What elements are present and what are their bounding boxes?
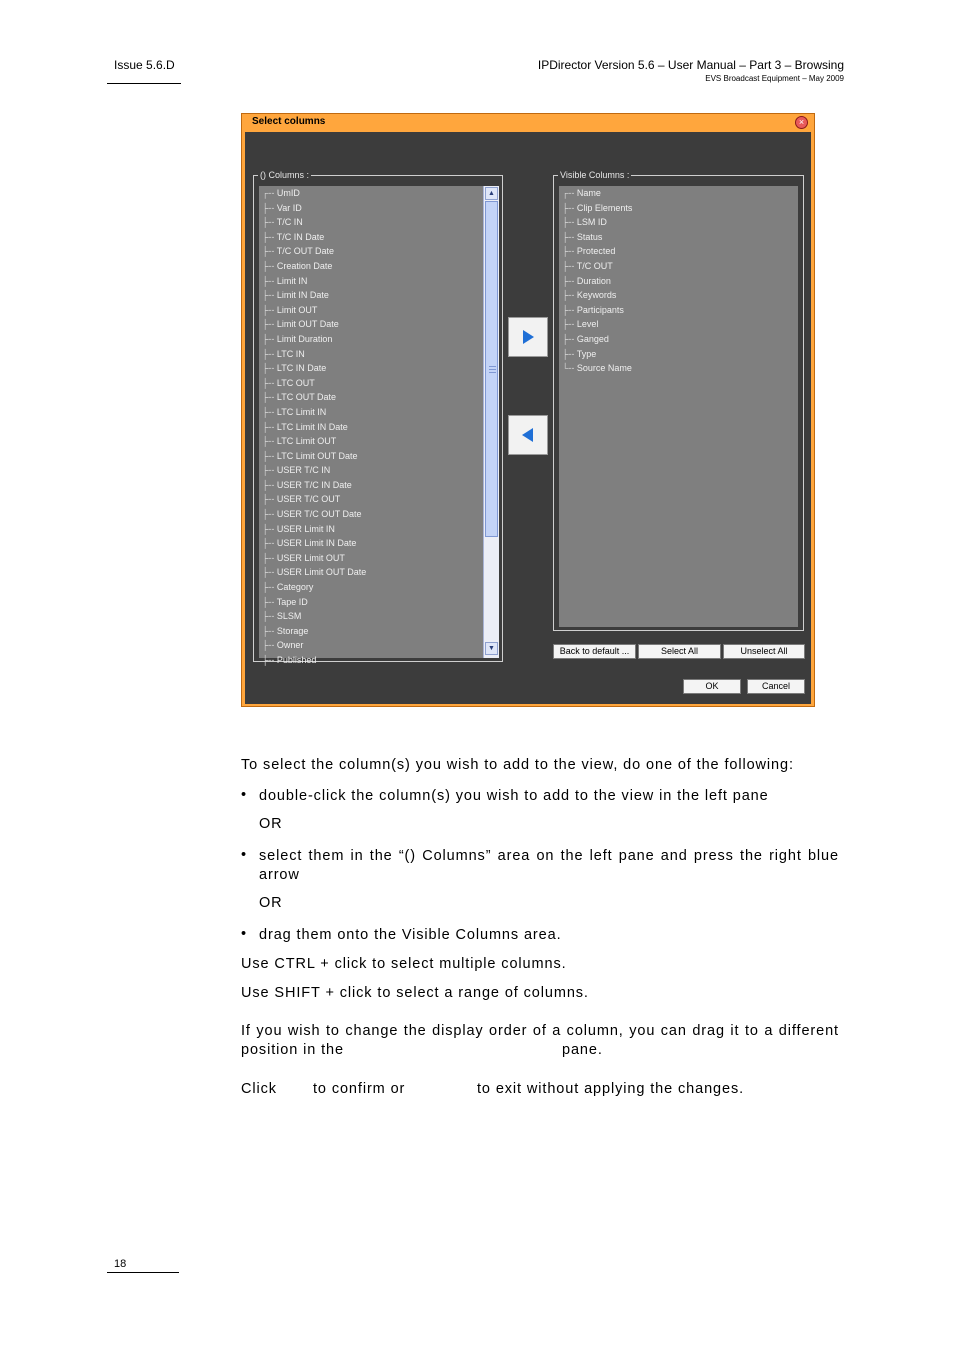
back-to-default-button[interactable]: Back to default ...	[553, 644, 636, 659]
list-item[interactable]	[559, 259, 798, 274]
tree-connector: ├--	[262, 567, 277, 578]
list-item[interactable]	[259, 624, 483, 639]
column-label: Limit OUT	[276, 304, 318, 315]
dialog-title: Select columns	[252, 116, 326, 127]
tree-connector: ├--	[262, 538, 277, 549]
tree-connector: ├--	[562, 202, 577, 213]
list-item[interactable]	[259, 565, 483, 580]
arrow-right-icon	[521, 330, 535, 344]
column-label: Limit OUT Date	[276, 319, 339, 330]
column-label: Keywords	[576, 290, 617, 301]
tree-connector: ├--	[262, 596, 277, 607]
list-item[interactable]	[559, 186, 798, 201]
column-label: USER T/C IN	[276, 465, 331, 476]
list-item[interactable]	[559, 303, 798, 318]
tree-connector: ├--	[262, 494, 277, 505]
select-all-button[interactable]: Select All	[638, 644, 721, 659]
tree-connector: ├--	[562, 319, 577, 330]
column-label: USER T/C OUT Date	[276, 509, 362, 520]
bullet-drag: drag them onto the Visible Columns area.	[259, 927, 562, 943]
or-separator: OR	[259, 816, 283, 832]
column-label: LTC Limit OUT	[276, 436, 337, 447]
tree-connector: ├--	[562, 260, 577, 271]
intro-paragraph: To select the column(s) you wish to add to the view, do one of the following:	[241, 757, 794, 773]
list-item[interactable]	[259, 536, 483, 551]
available-columns-scrollbar[interactable]	[483, 186, 499, 658]
tree-connector: ├--	[562, 217, 577, 228]
tree-connector: ├--	[262, 450, 277, 461]
column-label: Duration	[576, 275, 611, 286]
manual-subtitle: EVS Broadcast Equipment – May 2009	[705, 74, 844, 83]
list-item[interactable]	[559, 347, 798, 362]
dialog-body	[245, 132, 811, 704]
list-item[interactable]	[259, 317, 483, 332]
column-label: USER Limit OUT Date	[276, 567, 367, 578]
tree-connector: ├--	[262, 377, 277, 388]
scroll-down-icon[interactable]: ▼	[485, 642, 498, 655]
list-item[interactable]	[259, 595, 483, 610]
list-item[interactable]	[559, 244, 798, 259]
list-item[interactable]	[259, 244, 483, 259]
column-label: Source Name	[576, 363, 632, 374]
tree-connector: ├--	[262, 363, 277, 374]
tree-connector: ├--	[262, 582, 277, 593]
bullet-marker: •	[241, 847, 247, 863]
list-item[interactable]	[259, 638, 483, 653]
list-item[interactable]	[559, 215, 798, 230]
list-item[interactable]	[559, 201, 798, 216]
tree-connector: ├--	[262, 436, 277, 447]
select-columns-dialog	[241, 113, 815, 707]
column-label: T/C OUT	[576, 260, 613, 271]
column-label: LSM ID	[576, 217, 607, 228]
tree-connector: ├--	[262, 333, 277, 344]
list-item[interactable]	[559, 332, 798, 347]
list-item[interactable]	[259, 332, 483, 347]
list-item[interactable]	[559, 317, 798, 332]
column-label: USER T/C OUT	[276, 494, 341, 505]
column-label: LTC IN Date	[276, 363, 327, 374]
column-label: Owner	[276, 640, 304, 651]
list-item[interactable]	[259, 274, 483, 289]
tree-connector: ├--	[562, 275, 577, 286]
tree-connector: ├--	[562, 290, 577, 301]
tree-connector: ├--	[262, 523, 277, 534]
column-label: LTC Limit IN Date	[276, 421, 348, 432]
list-item[interactable]	[559, 288, 798, 303]
tree-connector: ├--	[262, 421, 277, 432]
column-label: USER Limit IN Date	[276, 538, 357, 549]
list-item[interactable]	[259, 609, 483, 624]
list-item[interactable]	[259, 463, 483, 478]
tree-connector: ├--	[262, 217, 277, 228]
list-item[interactable]	[259, 347, 483, 362]
tree-connector: ├--	[262, 655, 277, 665]
column-label: Level	[576, 319, 599, 330]
column-label: Published	[276, 655, 317, 665]
column-label: LTC OUT	[276, 377, 315, 388]
column-label: USER Limit IN	[276, 523, 335, 534]
or-separator: OR	[259, 895, 283, 911]
add-column-button[interactable]	[508, 317, 548, 357]
page-number: 18	[114, 1258, 127, 1270]
list-item[interactable]	[559, 230, 798, 245]
unselect-all-button[interactable]: Unselect All	[723, 644, 805, 659]
column-label: Limit Duration	[276, 333, 333, 344]
list-item[interactable]	[259, 303, 483, 318]
bullet-select-arrow: select them in the “() Columns” area on the left pane and press the right blue arrow	[259, 848, 839, 883]
list-item[interactable]	[259, 507, 483, 522]
column-label: Protected	[576, 246, 616, 257]
list-item[interactable]	[259, 390, 483, 405]
scroll-up-icon[interactable]: ▲	[485, 187, 498, 200]
column-label: Creation Date	[276, 260, 333, 271]
column-label: Name	[576, 188, 601, 198]
column-label: LTC IN	[276, 348, 305, 359]
list-item[interactable]	[259, 259, 483, 274]
list-item[interactable]	[259, 230, 483, 245]
tree-connector: ├--	[262, 611, 277, 622]
order-paragraph-end: pane.	[562, 1042, 603, 1058]
list-item[interactable]	[259, 201, 483, 216]
list-item[interactable]	[259, 186, 483, 201]
tree-connector: ├--	[262, 246, 277, 257]
arrow-left-icon	[521, 428, 535, 442]
available-columns-label: () Columns :	[260, 170, 310, 180]
running-header	[538, 58, 844, 83]
visible-columns-label: Visible Columns :	[560, 170, 630, 180]
column-label: T/C OUT Date	[276, 246, 335, 257]
tree-connector: ├--	[262, 304, 277, 315]
list-item[interactable]	[259, 551, 483, 566]
tree-connector: ┌--	[262, 188, 277, 198]
column-label: UmID	[276, 188, 300, 198]
list-item[interactable]	[259, 288, 483, 303]
column-label: Type	[576, 348, 597, 359]
bullet-double-click: double-click the column(s) you wish to add to the view in the left pane	[259, 788, 769, 804]
tree-connector: ├--	[562, 304, 577, 315]
tree-connector: ├--	[262, 509, 277, 520]
tree-connector: ├--	[262, 479, 277, 490]
remove-column-button[interactable]	[508, 415, 548, 455]
issue-label: Issue 5.6.D	[114, 58, 175, 72]
tree-connector: ├--	[262, 275, 277, 286]
column-label: Ganged	[576, 333, 609, 344]
list-item[interactable]	[259, 405, 483, 420]
tree-connector: ┌--	[562, 188, 577, 198]
tree-connector: └--	[562, 363, 577, 374]
list-item[interactable]	[259, 434, 483, 449]
column-label: Category	[276, 582, 314, 593]
visible-columns-group	[553, 170, 804, 631]
tree-connector: ├--	[262, 290, 277, 301]
close-icon[interactable]: ×	[795, 116, 808, 129]
column-label: USER T/C IN Date	[276, 479, 352, 490]
column-label: Limit IN Date	[276, 290, 329, 301]
column-label: LTC OUT Date	[276, 392, 337, 403]
click-paragraph-middle: to confirm or	[313, 1081, 406, 1097]
tree-connector: ├--	[262, 552, 277, 563]
column-label: T/C IN Date	[276, 231, 325, 242]
available-columns-list[interactable]	[259, 186, 483, 665]
tree-connector: ├--	[262, 348, 277, 359]
column-label: SLSM	[276, 611, 302, 622]
column-label: USER Limit OUT	[276, 552, 345, 563]
list-item[interactable]	[559, 361, 798, 376]
column-label: Participants	[576, 304, 624, 315]
tree-connector: ├--	[262, 231, 277, 242]
tree-connector: ├--	[262, 319, 277, 330]
tree-connector: ├--	[262, 392, 277, 403]
tree-connector: ├--	[262, 202, 277, 213]
header-rule	[107, 83, 181, 84]
list-item[interactable]	[259, 215, 483, 230]
click-paragraph-end: to exit without applying the changes.	[477, 1081, 745, 1097]
list-item[interactable]	[259, 376, 483, 391]
column-label: Status	[576, 231, 603, 242]
list-item[interactable]	[259, 361, 483, 376]
column-label: Var ID	[276, 202, 302, 213]
column-label: LTC Limit IN	[276, 406, 327, 417]
tree-connector: ├--	[562, 231, 577, 242]
list-item[interactable]	[259, 580, 483, 595]
list-item[interactable]	[259, 478, 483, 493]
cancel-button[interactable]: Cancel	[747, 679, 805, 694]
list-item[interactable]	[259, 522, 483, 537]
tree-connector: ├--	[262, 465, 277, 476]
click-paragraph-start: Click	[241, 1081, 277, 1097]
list-item[interactable]	[559, 274, 798, 289]
list-item[interactable]	[259, 653, 483, 668]
tree-connector: ├--	[262, 260, 277, 271]
tree-connector: ├--	[262, 406, 277, 417]
ctrl-tip: Use CTRL + click to select multiple columns.	[241, 956, 567, 972]
bullet-marker: •	[241, 787, 247, 803]
tree-connector: ├--	[262, 640, 277, 651]
bullet-marker: •	[241, 926, 247, 942]
tree-connector: ├--	[562, 246, 577, 257]
tree-connector: ├--	[562, 333, 577, 344]
column-label: Tape ID	[276, 596, 308, 607]
ok-button[interactable]: OK	[683, 679, 741, 694]
column-label: LTC Limit OUT Date	[276, 450, 358, 461]
column-label: Storage	[276, 625, 309, 636]
column-label: T/C IN	[276, 217, 303, 228]
available-columns-group	[253, 170, 503, 665]
list-item[interactable]	[259, 420, 483, 435]
list-item[interactable]	[259, 492, 483, 507]
tree-connector: ├--	[262, 625, 277, 636]
tree-connector: ├--	[562, 348, 577, 359]
scrollbar-thumb[interactable]	[485, 201, 498, 537]
manual-title: IPDirector Version 5.6 – User Manual – Part 3 – Browsing	[537, 58, 844, 72]
order-paragraph: If you wish to change the display order of a column, you can drag it to a different position in the	[241, 1023, 839, 1058]
list-item[interactable]	[259, 449, 483, 464]
column-label: Clip Elements	[576, 202, 633, 213]
footer-rule	[107, 1272, 179, 1273]
visible-columns-list[interactable]	[559, 186, 798, 627]
column-label: Limit IN	[276, 275, 308, 286]
shift-tip: Use SHIFT + click to select a range of columns.	[241, 985, 589, 1001]
